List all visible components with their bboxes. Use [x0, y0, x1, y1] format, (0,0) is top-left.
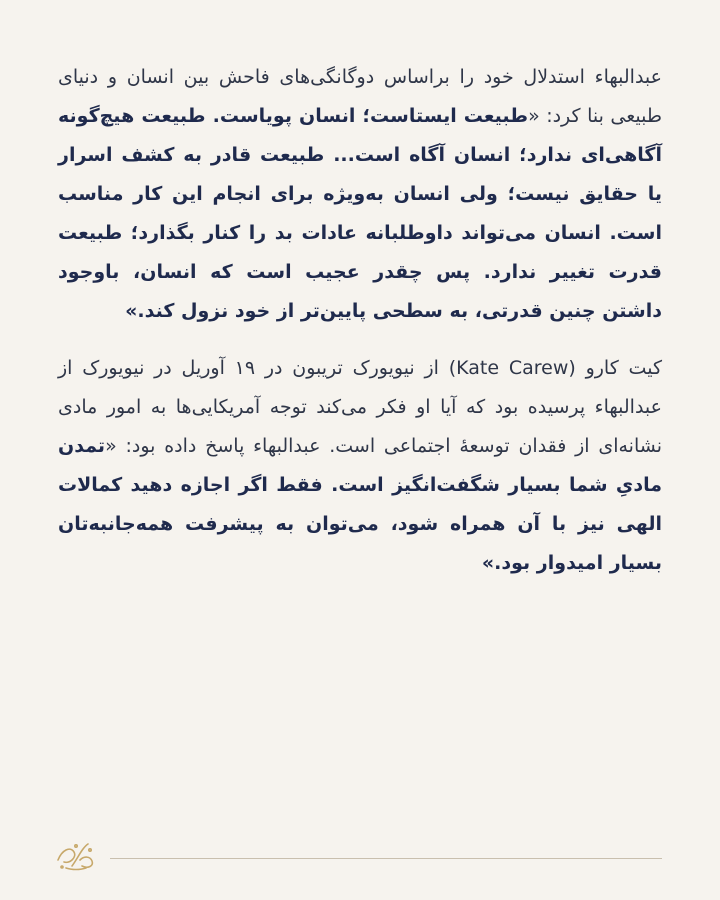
article-body: [58, 58, 662, 601]
paragraph-1-quote: طبیعت ایستاست؛ انسان پویاست. طبیعت هیچ‌گونه آگاهی‌ای ندارد؛ انسان آگاه است... طبیعت قادر به کشف اسرار یا حقایق نیست؛ ولی انسان به‌ویژه برای انجام این کار مناسب است. انسان می‌تواند داوطلبانه عادات بد را کنار بگذارد؛ طبیعت قدرت تغییر ندارد. پس چقدر عجیب است که انسان، باوجود داشتن چنین قدرتی، به سطحی پایین‌تر از خود نزول کند.»: [58, 105, 662, 322]
paragraph-1: [58, 58, 662, 331]
paragraph-2: [58, 349, 662, 583]
footer-divider: [110, 858, 662, 859]
paragraph-2-quote: تمدن مادیِ شما بسیار شگفت‌انگیز است. فقط اگر اجازه دهید کمالات الهی نیز با آن همراه شود، می‌توان به پیشرفت همه‌جانبه‌تان بسیار امیدوار بود.»: [58, 435, 662, 574]
calligraphy-logo-icon: [52, 836, 100, 876]
paragraph-1-intro: عبدالبهاء استدلال خود را براساس دوگانگی‌های فاحش بین انسان و دنیای طبیعی بنا کرد: «: [58, 66, 662, 127]
paragraph-2-intro: کیت کارو (Kate Carew) از نیویورک تریبون در ۱۹ آوریل در نیویورک از عبدالبهاء پرسیده بود که آیا او فکر می‌کند توجه آمریکایی‌ها به امور مادی نشانه‌ای از فقدان توسعهٔ اجتماعی است. عبدالبهاء پاسخ داده بود: «: [58, 357, 662, 457]
